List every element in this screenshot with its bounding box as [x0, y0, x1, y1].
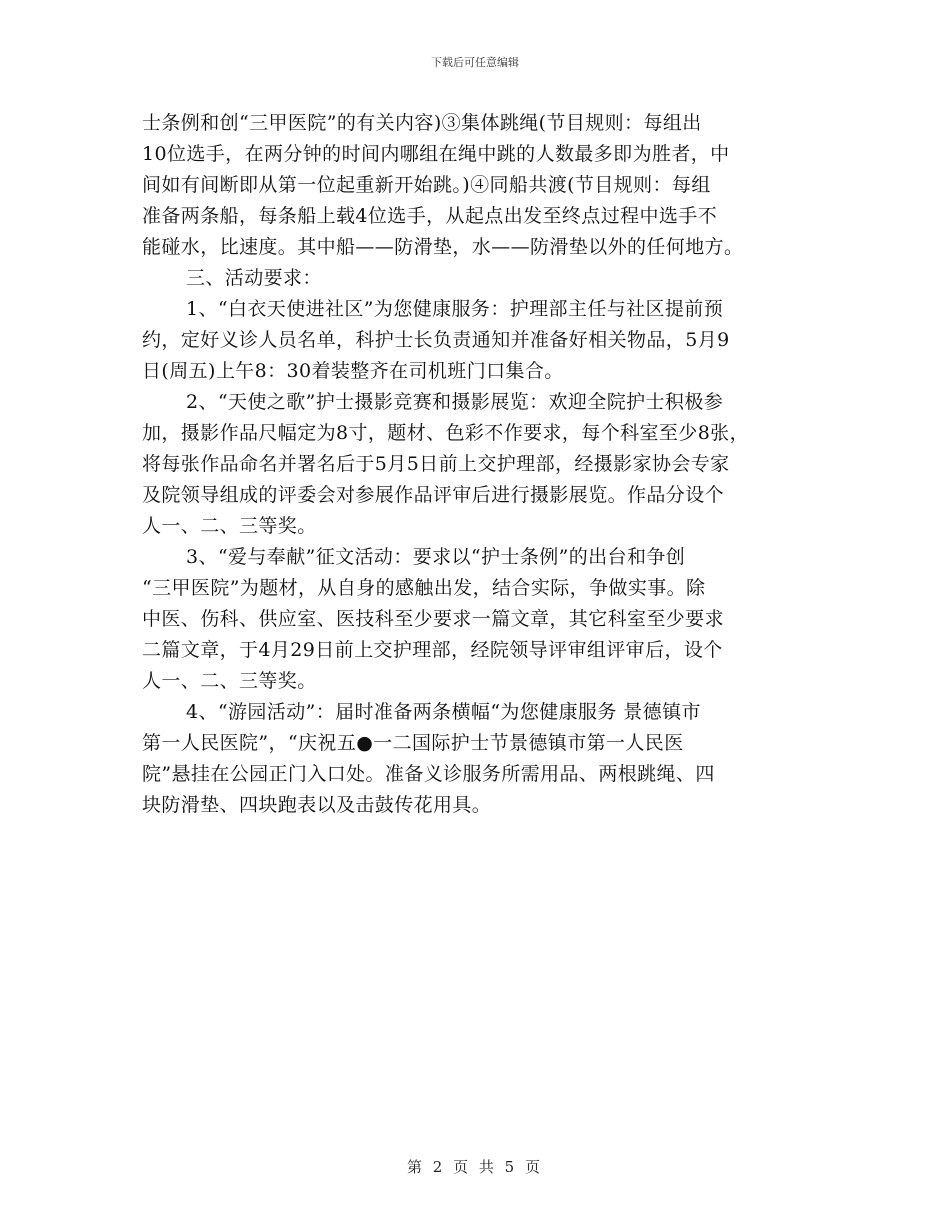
text-line: 二篇文章，于4月29日前上交护理部，经院领导评审组评审后，设个	[142, 639, 723, 661]
text-line: 院”悬挂在公园正门入口处。准备义诊服务所需用品、两根跳绳、四	[142, 763, 715, 785]
text-line: 间如有间断即从第一位起重新开始跳。)④同船共渡(节目规则：每组	[142, 174, 711, 196]
text-line: 士条例和创“三甲医院”的有关内容)③集体跳绳(节目规则：每组出	[142, 112, 702, 134]
text-line: 及院领导组成的评委会对参展作品评审后进行摄影展览。作品分设个	[142, 484, 725, 506]
text-line: 1、“白衣天使进社区”为您健康服务：护理部主任与社区提前预	[186, 298, 724, 320]
text-line: 将每张作品命名并署名后于5月5日前上交护理部，经摄影家协会专家	[142, 453, 730, 475]
text-line: 中医、伤科、供应室、医技科至少要求一篇文章，其它科室至少要求	[142, 608, 725, 630]
text-line: 准备两条船，每条船上载4位选手，从起点出发至终点过程中选手不	[142, 205, 718, 227]
text-line: “三甲医院”为题材，从自身的感触出发，结合实际，争做实事。除	[142, 577, 706, 599]
text-line: 人一、二、三等奖。	[142, 670, 317, 692]
text-line: 加，摄影作品尺幅定为8寸，题材、色彩不作要求，每个科室至少8张，	[142, 422, 749, 444]
text-line: 能碰水，比速度。其中船——防滑垫，水——防滑垫以外的任何地方。	[142, 236, 744, 258]
text-line: 3、“爱与奉献”征文活动：要求以“护士条例”的出台和争创	[186, 546, 686, 568]
text-line: 2、“天使之歌”护士摄影竞赛和摄影展览：欢迎全院护士积极参	[186, 391, 724, 413]
text-line: 块防滑垫、四块跑表以及击鼓传花用具。	[142, 794, 492, 816]
section-heading: 三、活动要求：	[186, 267, 322, 289]
text-line: 人一、二、三等奖。	[142, 515, 317, 537]
page-header-note: 下载后可任意编辑	[431, 56, 519, 69]
text-line: 10位选手，在两分钟的时间内哪组在绳中跳的人数最多即为胜者，中	[142, 143, 730, 165]
text-line: 第一人民医院”，“庆祝五●一二国际护士节景德镇市第一人民医	[142, 732, 684, 754]
text-line: 日(周五)上午8：30着装整齐在司机班门口集合。	[142, 360, 564, 382]
document-body	[142, 108, 832, 821]
text-line: 4、“游园活动”：届时准备两条横幅“为您健康服务 景德镇市	[186, 701, 701, 723]
text-line: 约，定好义诊人员名单，科护士长负责通知并准备好相关物品，5月9	[142, 329, 730, 351]
page-number: 第 2 页 共 5 页	[407, 1158, 543, 1176]
